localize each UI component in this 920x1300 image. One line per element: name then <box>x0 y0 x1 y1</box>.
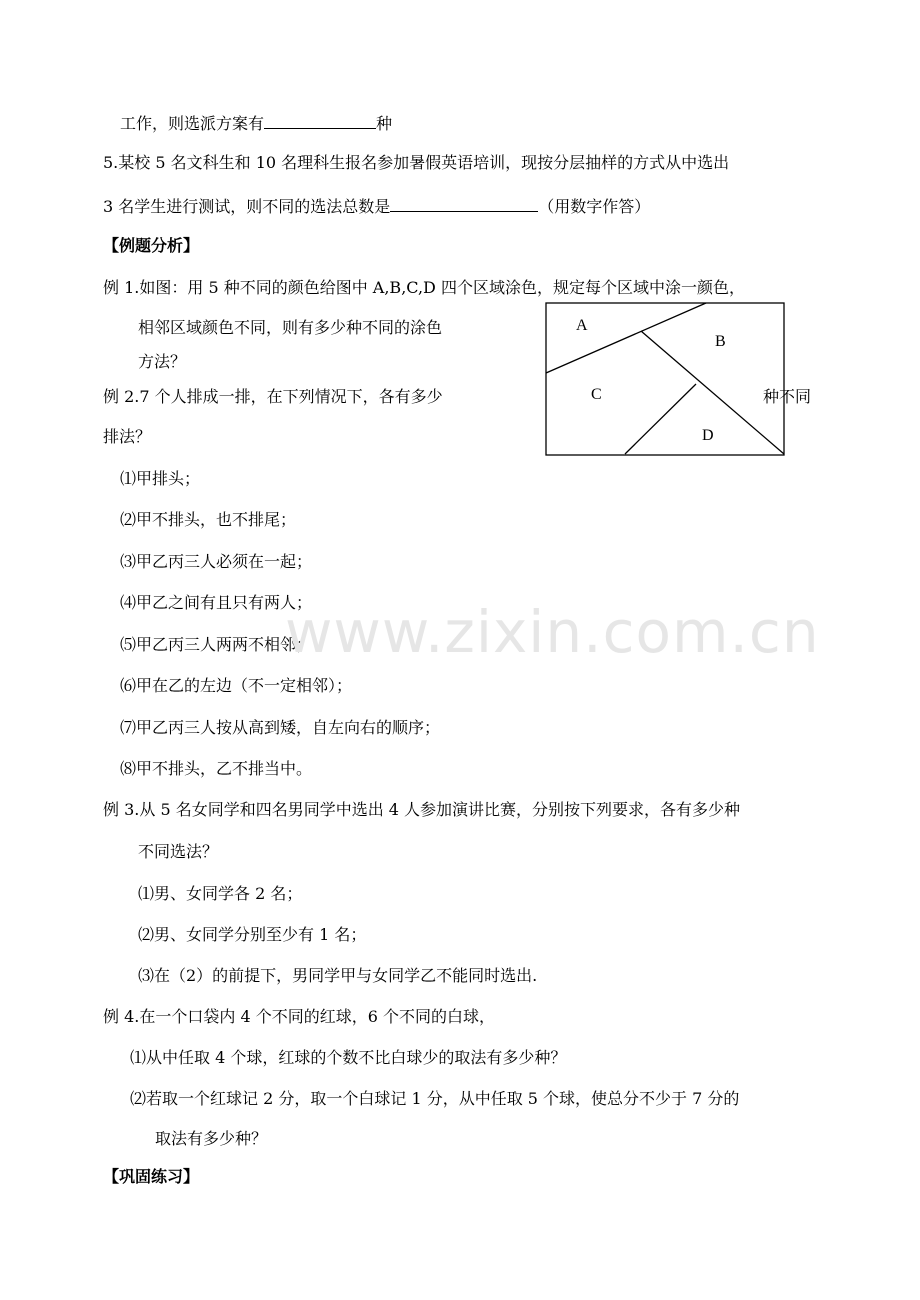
example-3-item-1: ⑴男、女同学各 2 名； <box>138 884 303 903</box>
section-heading-examples: 【例题分析】 <box>103 236 200 255</box>
example-2-item-5: ⑸甲乙丙三人两两不相邻； <box>120 635 313 654</box>
region-label-c: C <box>591 386 602 403</box>
region-label-a: A <box>576 317 588 334</box>
example-2-line-1: 例 2.7 个人排成一排，在下列情况下，各有多少 <box>103 387 443 406</box>
example-4-line-1: 例 4.在一个口袋内 4 个不同的红球，6 个不同的白球， <box>103 1007 495 1026</box>
divider-line <box>625 384 696 454</box>
example-2-item-6: ⑹甲在乙的左边（不一定相邻）； <box>120 676 353 695</box>
line-text: 3 名学生进行测试，则不同的选法总数是 <box>103 197 391 216</box>
example-2-item-8: ⑻甲不排头，乙不排当中。 <box>120 759 313 778</box>
example-1-line-2: 相邻区域颜色不同，则有多少种不同的涂色 <box>138 318 443 337</box>
example-2-item-7: ⑺甲乙丙三人按从高到矮，自左向右的顺序； <box>120 718 441 737</box>
answer-blank <box>390 195 538 212</box>
example-3-item-3: ⑶在（2）的前提下，男同学甲与女同学乙不能同时选出. <box>138 966 538 985</box>
example-3-line-2: 不同选法？ <box>138 842 219 861</box>
example-1-line-3: 方法？ <box>138 352 187 371</box>
example-4-item-1: ⑴从中任取 4 个球，红球的个数不比白球少的取法有多少种？ <box>130 1048 567 1067</box>
example-2-item-1: ⑴甲排头； <box>120 469 201 488</box>
example-2-item-3: ⑶甲乙丙三人必须在一起； <box>120 552 313 571</box>
example-2-line-2: 排法？ <box>103 427 152 446</box>
region-coloring-figure <box>545 302 787 458</box>
example-4-item-2-line-1: ⑵若取一个红球记 2 分，取一个白球记 1 分，从中任取 5 个球，使总分不少于 7 分的 <box>130 1089 740 1108</box>
region-label-d: D <box>702 427 714 444</box>
example-3-item-2: ⑵男、女同学分别至少有 1 名； <box>138 925 367 944</box>
question-5-line-1: 5.某校 5 名文科生和 10 名理科生报名参加暑假英语培训，现按分层抽样的方式从中选出 <box>103 153 730 172</box>
section-heading-practice: 【巩固练习】 <box>103 1167 200 1186</box>
example-1-line-1: 例 1.如图：用 5 种不同的颜色给图中 A,B,C,D 四个区域涂色，规定每个区域中涂一颜色， <box>103 278 745 297</box>
line-text: （用数字作答） <box>538 197 651 216</box>
example-2-item-4: ⑷甲乙之间有且只有两人； <box>120 593 313 612</box>
question-5-line-2 <box>103 195 650 217</box>
example-2-line-1-tail: 种不同 <box>763 387 812 406</box>
example-3-line-1: 例 3.从 5 名女同学和四名男同学中选出 4 人参加演讲比赛，分别按下列要求，各有多少种 <box>103 800 741 819</box>
line-text: 工作，则选派方案有 <box>120 114 265 133</box>
text-line <box>120 112 392 134</box>
watermark: www.zixin.com.cn <box>285 598 820 666</box>
example-2-item-2: ⑵甲不排头，也不排尾； <box>120 510 297 529</box>
divider-line <box>546 303 706 373</box>
answer-blank <box>264 112 376 129</box>
line-text: 种 <box>376 114 393 133</box>
region-label-b: B <box>715 333 726 350</box>
example-4-item-2-line-2: 取法有多少种？ <box>155 1129 268 1148</box>
